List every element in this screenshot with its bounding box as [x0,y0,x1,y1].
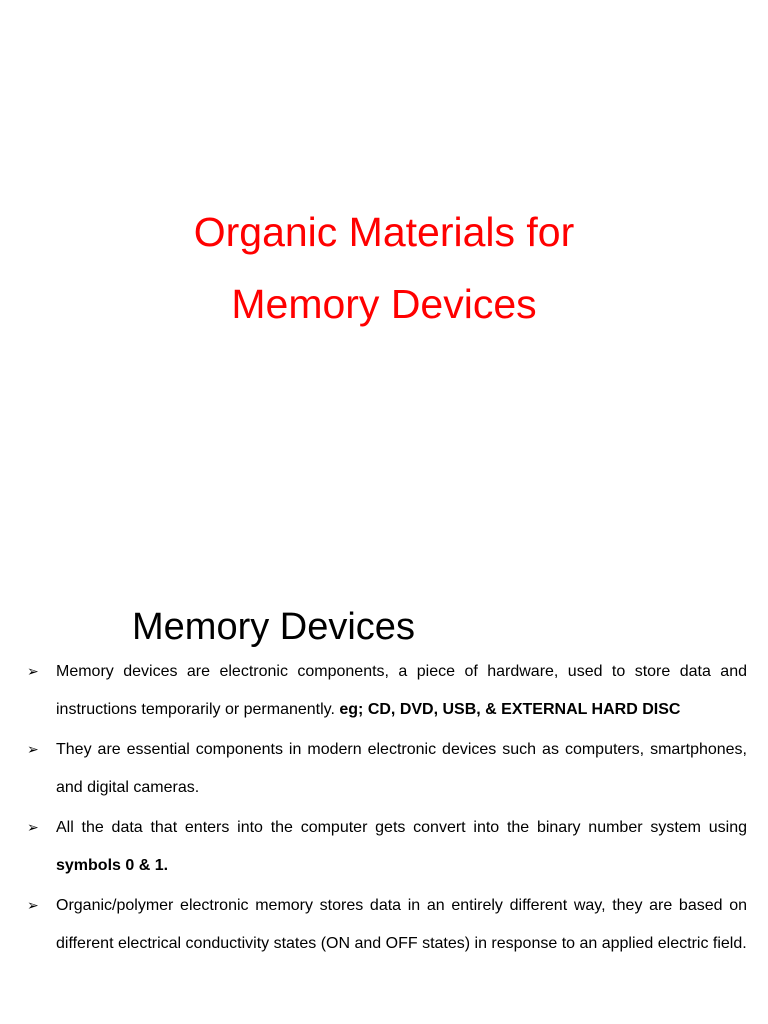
bullet-bold-text: eg; CD, DVD, USB, & EXTERNAL HARD DISC [339,700,681,718]
arrowhead-bullet-icon: ➢ [27,741,39,757]
bullet-text: They are essential components in modern electronic devices such as computers, smartphones, and digital cameras. [56,741,747,796]
bullet-bold-text: symbols 0 & 1. [56,856,169,874]
slide-title-line-1: Organic Materials for [193,209,575,255]
bullet-item [0,887,747,962]
content-slide [0,576,768,1024]
section-heading: Memory Devices [132,606,415,648]
slide-title [0,196,768,340]
arrowhead-bullet-icon: ➢ [27,663,39,679]
bullet-item [0,731,747,806]
bullet-text: Memory devices are electronic components, a piece of hardware, used to store data and instructions temporarily or permanently. [56,663,747,718]
bullet-list [0,653,768,962]
arrowhead-bullet-icon: ➢ [27,819,39,835]
bullet-item [0,809,747,884]
bullet-text: All the data that enters into the computer gets convert into the binary number system using [56,819,747,836]
bullet-text: Organic/polymer electronic memory stores data in an entirely different way, they are based on different electrical conductivity states (ON and OFF states) in response to an applied electric field. [56,897,747,952]
slide-title-line-2: Memory Devices [231,281,537,327]
arrowhead-bullet-icon: ➢ [27,897,39,913]
bullet-item [0,653,747,728]
